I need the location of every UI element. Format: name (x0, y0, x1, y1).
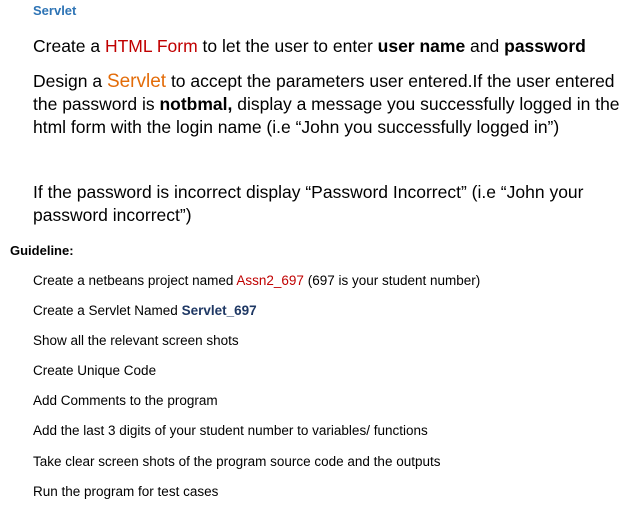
task-html-form-highlight: HTML Form (104, 36, 198, 56)
guideline-item-unique-code: Create Unique Code (33, 363, 157, 378)
task-servlet-highlight: Servlet (106, 71, 167, 92)
guideline-item-clear-screenshots: Take clear screen shots of the program source code and the outputs (33, 454, 441, 469)
guideline-item-project (33, 273, 480, 288)
guideline-item-servlet-highlight: Servlet_697 (181, 303, 257, 318)
guideline-item-digits: Add the last 3 digits of your student number to variables/ functions (33, 423, 428, 438)
task-servlet-pre: Design a (33, 71, 107, 91)
task-servlet-mid: to accept the parameters user entered.If the user entered the password is (33, 71, 615, 114)
task-html-form-bold-password: password (504, 36, 586, 56)
guideline-item-project-post: (697 is your student number) (303, 273, 481, 288)
guideline-item-servlet-pre: Create a Servlet Named (33, 303, 182, 318)
task-html-form-and: and (465, 36, 505, 56)
guideline-item-project-highlight: Assn2_697 (236, 273, 304, 288)
task-html-form (33, 35, 633, 58)
guideline-item-test-cases: Run the program for test cases (33, 484, 219, 499)
task-incorrect-password: If the password is incorrect display “Password Incorrect” (i.e “John your password incorrect”) (33, 182, 584, 225)
task-html-form-pre: Create a (33, 36, 105, 56)
task-servlet-bold-password: notbmal, (159, 94, 233, 114)
guideline-label: Guideline: (10, 243, 74, 258)
task-html-form-mid: to let the user to enter (197, 36, 378, 56)
guideline-item-servlet (33, 303, 257, 318)
guideline-item-comments: Add Comments to the program (33, 393, 218, 408)
guideline-item-project-pre: Create a netbeans project named (33, 273, 237, 288)
section-title: Servlet (33, 3, 77, 18)
task-html-form-bold-username: user name (377, 36, 466, 56)
guideline-item-screenshots: Show all the relevant screen shots (33, 333, 239, 348)
task-servlet (33, 70, 629, 139)
task-servlet-post: display a message you successfully logged in the html form with the login name (i.e “John you successfully logged in”) (33, 94, 620, 137)
